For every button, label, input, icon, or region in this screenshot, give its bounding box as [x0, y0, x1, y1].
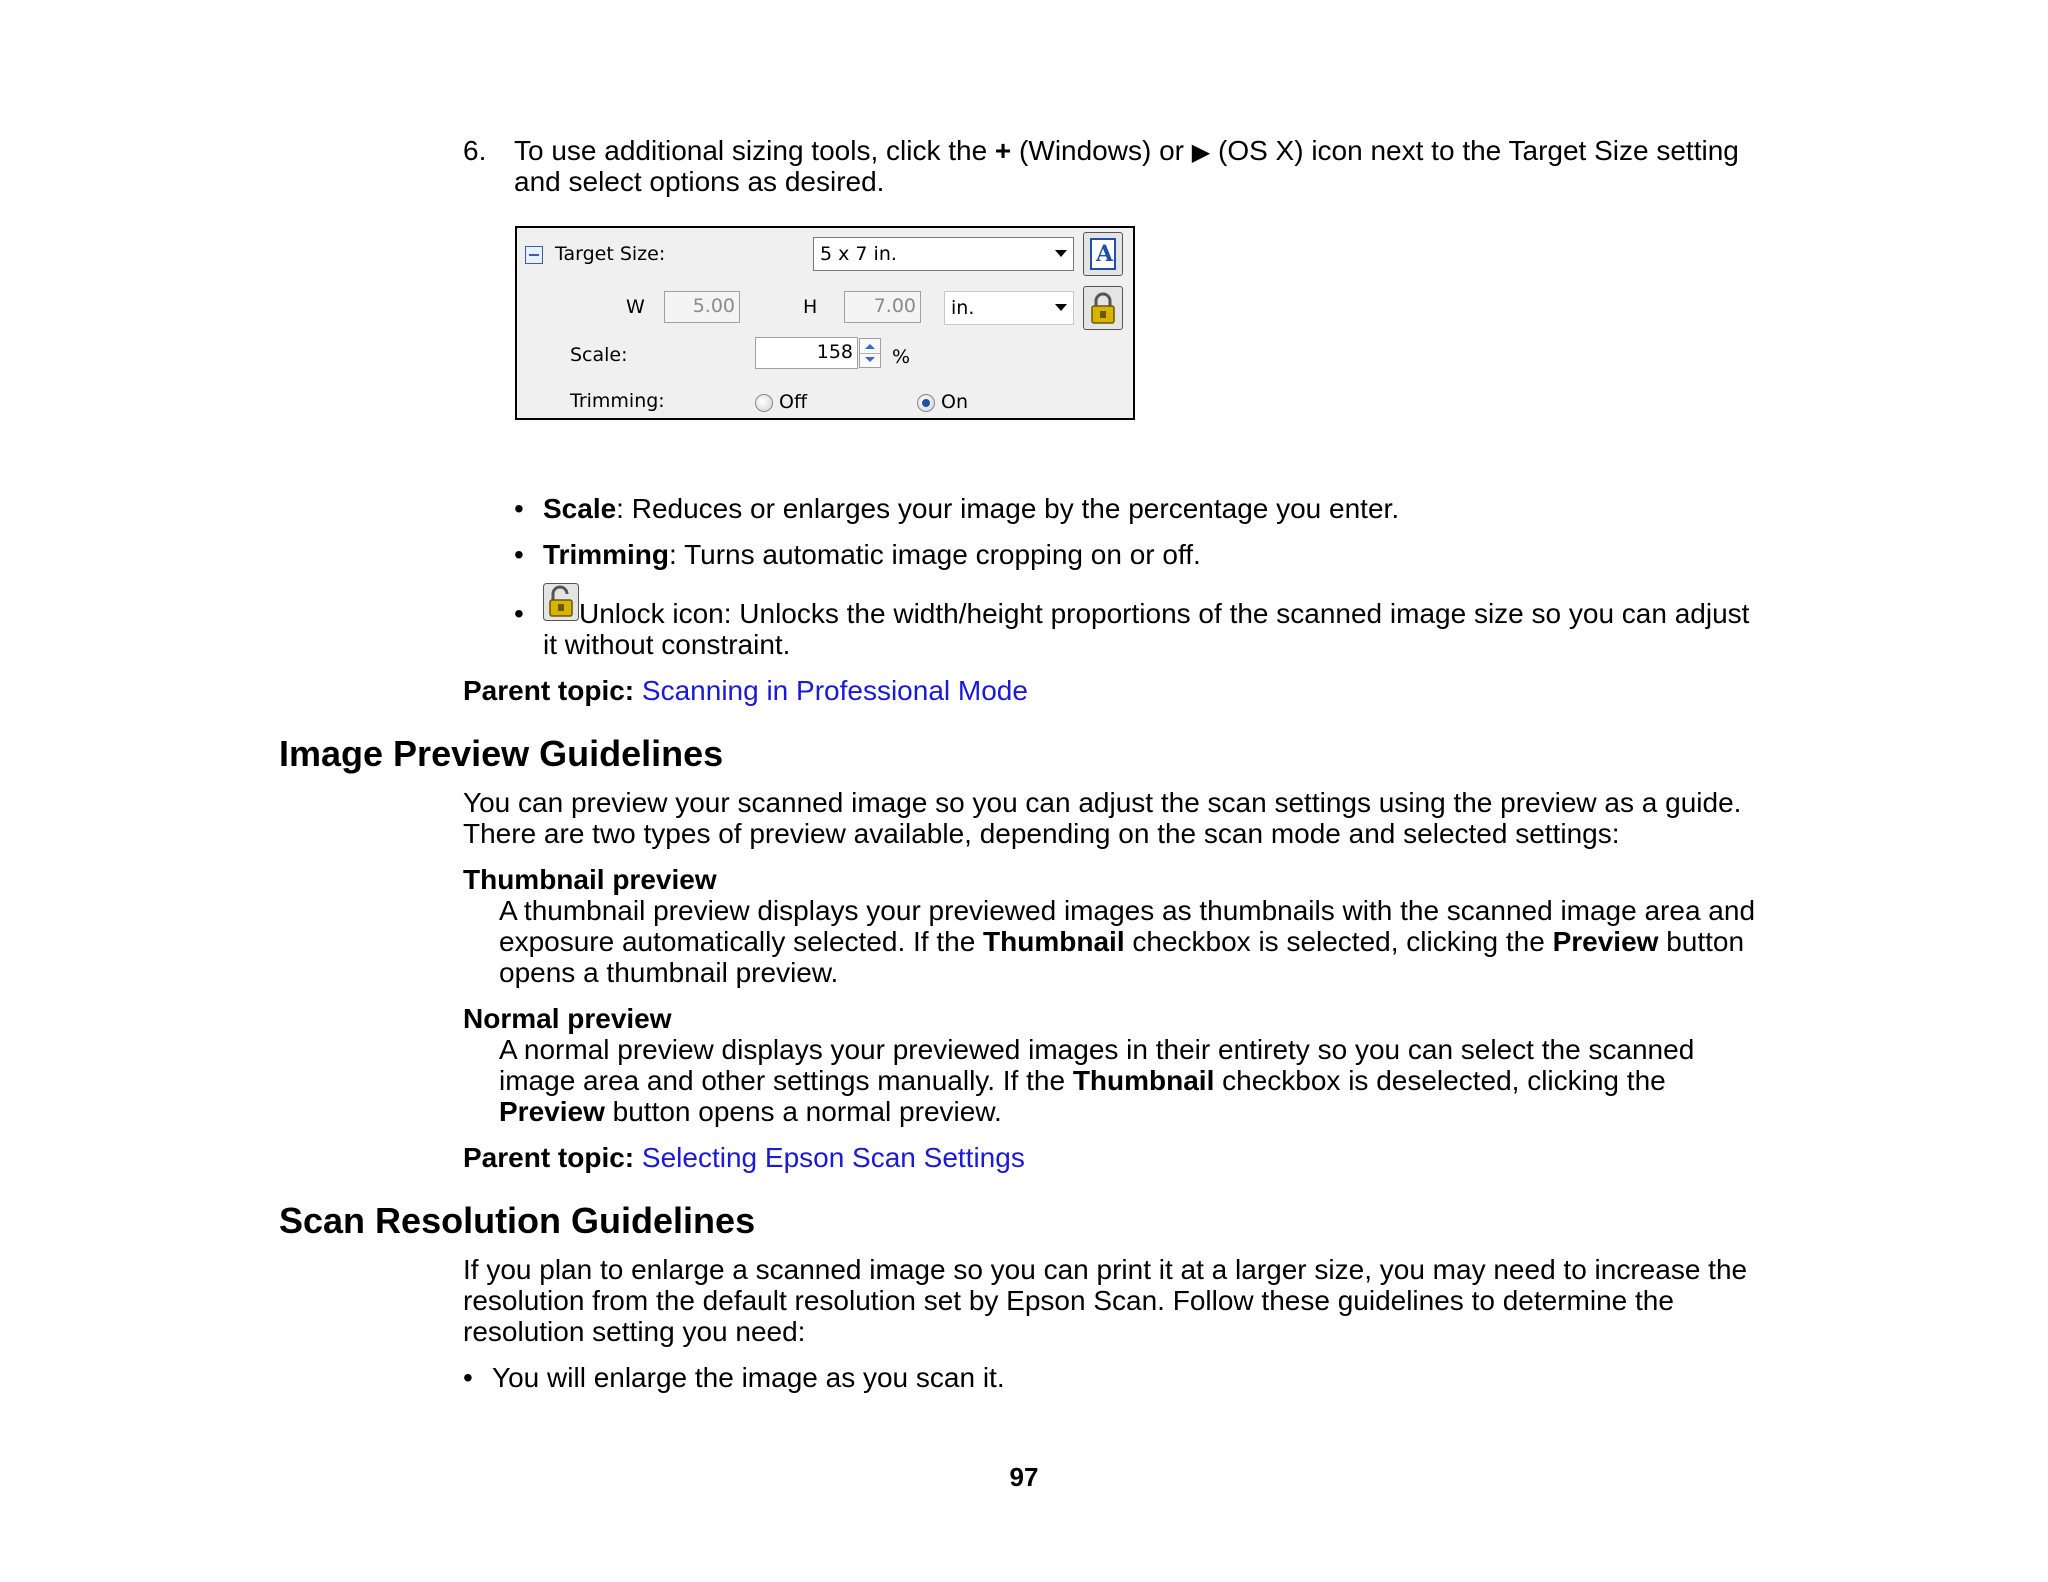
- parent-topic-2: [463, 1142, 1025, 1173]
- unit-value: in.: [951, 297, 975, 319]
- text-run-bold: Thumbnail: [1072, 1065, 1215, 1096]
- bullet-glyph: •: [463, 1362, 473, 1393]
- trimming-label: Trimming:: [570, 390, 665, 412]
- unlock-line2: it without constraint.: [543, 629, 791, 660]
- section2-bullet1: [463, 1362, 1005, 1393]
- target-size-dropdown[interactable]: [813, 237, 1074, 271]
- trimming-on-radio[interactable]: [917, 394, 935, 412]
- lock-button[interactable]: [1083, 286, 1123, 330]
- thumbnail-desc-line1: A thumbnail preview displays your previewed images as thumbnails with the scanned image area and: [499, 895, 1756, 926]
- step-text-b: (Windows) or: [1011, 135, 1192, 166]
- bullet-glyph: •: [514, 539, 524, 570]
- text-size-icon[interactable]: [1083, 232, 1123, 276]
- parent-topic-1: [463, 675, 1028, 706]
- text-run-bold: Preview: [499, 1096, 605, 1127]
- section-heading-scan-resolution: Scan Resolution Guidelines: [279, 1200, 756, 1241]
- unlock-line1: Unlock icon: Unlocks the width/height proportions of the scanned image size so you can adjust: [579, 598, 1750, 629]
- normal-preview-term: Normal preview: [463, 1003, 672, 1034]
- section2-line1: If you plan to enlarge a scanned image so you can print it at a larger size, you may need to increase the: [463, 1254, 1748, 1285]
- page-number: 97: [1009, 1462, 1039, 1492]
- target-size-value: 5 x 7 in.: [820, 243, 897, 265]
- text-run: button: [1658, 926, 1745, 957]
- triangle-icon: ▶: [1191, 139, 1211, 166]
- bullet-trimming: [514, 539, 1201, 570]
- w-label: W: [626, 296, 645, 318]
- section1-intro2: There are two types of preview available, depending on the scan mode and selected settings:: [463, 818, 1620, 849]
- chevron-down-icon: [1055, 250, 1067, 257]
- text-run: image area and other settings manually. If the: [499, 1065, 1073, 1096]
- target-size-panel: [515, 226, 1135, 420]
- text-icon-glyph: A: [1096, 241, 1114, 267]
- text-run: button opens a normal preview.: [604, 1096, 1002, 1127]
- scale-field[interactable]: 158: [755, 337, 858, 369]
- section-heading-image-preview: Image Preview Guidelines: [279, 733, 724, 774]
- parent-topic-link[interactable]: Selecting Epson Scan Settings: [641, 1142, 1025, 1173]
- text-run-bold: Preview: [1552, 926, 1659, 957]
- bullet-text: : Reduces or enlarges your image by the percentage you enter.: [616, 493, 1400, 524]
- parent-topic-label: Parent topic:: [463, 1142, 635, 1173]
- bullet-glyph: •: [514, 598, 524, 629]
- thumbnail-preview-term: Thumbnail preview: [463, 864, 717, 895]
- text-run: checkbox is selected, clicking the: [1124, 926, 1553, 957]
- trimming-off-radio[interactable]: [755, 394, 773, 412]
- normal-desc-line1: A normal preview displays your previewed images in their entirety so you can select the scanned: [499, 1034, 1695, 1065]
- unit-dropdown[interactable]: [944, 291, 1074, 325]
- lock-icon: [1088, 291, 1118, 325]
- step-text-line2: and select options as desired.: [514, 166, 885, 197]
- scale-unit: %: [892, 346, 911, 368]
- bullet-unlock: [514, 598, 1749, 629]
- stepper-down-icon[interactable]: [865, 357, 875, 362]
- width-field[interactable]: 5.00: [664, 291, 740, 323]
- bullet-term: Trimming: [543, 539, 670, 570]
- bullet-term: Scale: [543, 493, 617, 524]
- off-label: Off: [779, 391, 808, 413]
- bullet-text: You will enlarge the image as you scan it.: [492, 1362, 1005, 1393]
- chevron-down-icon: [1055, 304, 1067, 311]
- stepper-divider: [860, 353, 880, 354]
- target-size-label: Target Size:: [555, 243, 666, 265]
- thumbnail-desc-line3: opens a thumbnail preview.: [499, 957, 839, 988]
- bullet-scale: [514, 493, 1399, 524]
- step-number: 6.: [463, 135, 487, 166]
- scale-stepper[interactable]: [859, 338, 881, 368]
- text-run-bold: Thumbnail: [983, 926, 1125, 957]
- step-text-a: To use additional sizing tools, click the: [514, 135, 995, 166]
- plus-glyph: +: [994, 135, 1012, 166]
- step-text-c: (OS X) icon next to the Target Size setting: [1210, 135, 1739, 166]
- bullet-text: : Turns automatic image cropping on or off.: [669, 539, 1201, 570]
- collapse-icon[interactable]: [525, 246, 543, 264]
- parent-topic-link[interactable]: Scanning in Professional Mode: [641, 675, 1028, 706]
- scale-label: Scale:: [570, 344, 628, 366]
- thumbnail-desc-line2: [499, 926, 1744, 957]
- stepper-up-icon[interactable]: [865, 344, 875, 349]
- normal-desc-line3: [499, 1096, 1002, 1127]
- on-label: On: [941, 391, 968, 413]
- section1-intro1: You can preview your scanned image so you can adjust the scan settings using the preview as a guide.: [463, 787, 1742, 818]
- step-text-line1: [514, 135, 1739, 168]
- section2-line3: resolution setting you need:: [463, 1316, 806, 1347]
- parent-topic-label: Parent topic:: [463, 675, 635, 706]
- text-run: exposure automatically selected. If the: [499, 926, 984, 957]
- text-run: checkbox is deselected, clicking the: [1214, 1065, 1666, 1096]
- bullet-glyph: •: [514, 493, 524, 524]
- h-label: H: [803, 296, 818, 318]
- section2-line2: resolution from the default resolution set by Epson Scan. Follow these guidelines to determine the: [463, 1285, 1674, 1316]
- normal-desc-line2: [499, 1065, 1666, 1096]
- height-field[interactable]: 7.00: [844, 291, 921, 323]
- unlock-icon: [543, 583, 579, 621]
